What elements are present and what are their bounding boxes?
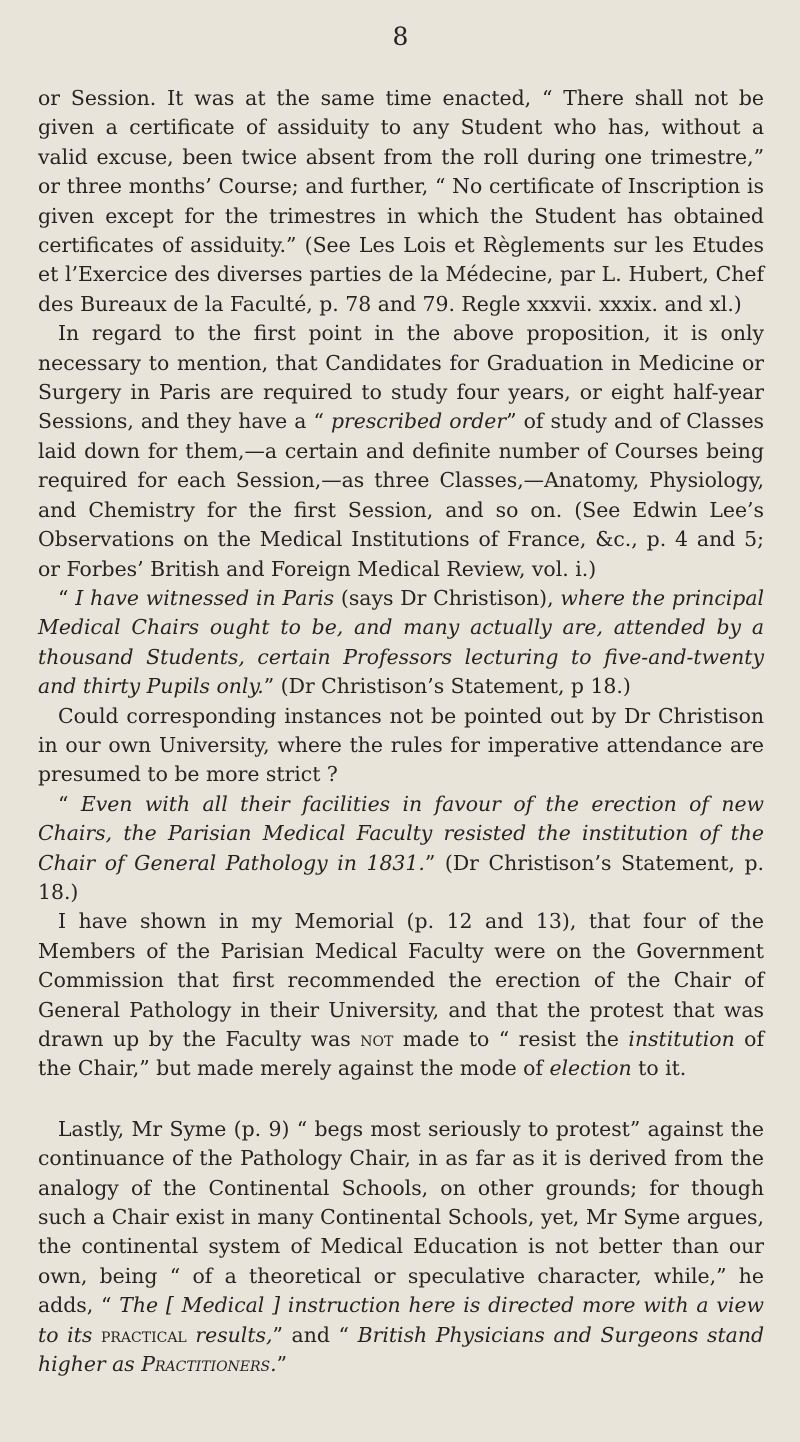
small-caps-text: not bbox=[360, 1027, 394, 1051]
text-run: of the Chair,” but made merely against the mode of bbox=[38, 1027, 764, 1081]
paragraph bbox=[38, 584, 764, 702]
italic-text: Even with all their facilities in favour of the erection of new Chairs, the Parisian Medical Faculty resisted the institution of the Chair of General Pathology in 1831. bbox=[38, 791, 765, 875]
paragraph bbox=[38, 84, 764, 319]
italic-text: British Physicians and Surgeons stand higher as bbox=[38, 1322, 764, 1377]
body-text bbox=[38, 84, 764, 1379]
text-run: Lastly, Mr Syme (p. 9) “ begs most seriously to protest” against the continuance of the Pathology Chair, in as far as it is derived from the analogy of the Continental Schools, on other grounds; for though such a Chair exist in many Continental Schools, yet, Mr Syme argues, the continental system of Medical Education is not better than our own, being “ of a theoretical or speculative character, while,” he adds, “ bbox=[38, 1116, 764, 1318]
italic-text: where the principal Medical Chairs ought to be, and many actually are, attended by a thousand Students, certain Professors lecturing to five-and-twenty and thirty Pupils only. bbox=[38, 585, 764, 699]
text-run: In regard to the first point in the above proposition, it is only necessary to mention, that Candidates for Graduation in Medicine or Surgery in Paris are required to study four years, or eight half-year Sessions, and they have a “ bbox=[38, 321, 764, 434]
italic-text: institution bbox=[628, 1027, 735, 1051]
text-run: “ bbox=[58, 585, 76, 610]
small-caps-text: practical bbox=[100, 1322, 187, 1347]
italic-text: results, bbox=[195, 1322, 273, 1347]
text-run: ” (Dr Christison’s Statement, p 18.) bbox=[263, 674, 631, 699]
paragraph bbox=[38, 702, 764, 790]
text-run: ” and “ bbox=[272, 1322, 358, 1347]
text-run: ” of study and of Classes laid down for them,—a certain and definite number of Courses being required for each Session,—as three Classes,—Anatomy, Physiology, and Chemistry for the first Session, and so on. (See Edwin Lee’s Observations on the Medical Institutions of France, &c., p. 4 and 5; or Forbes’ British and Foreign Medical Review, vol. i.) bbox=[38, 409, 764, 581]
small-caps-italic-text: Practitioners. bbox=[141, 1352, 277, 1377]
page-number: 8 bbox=[392, 22, 410, 51]
text-run: to it. bbox=[631, 1056, 687, 1081]
paragraph bbox=[38, 1115, 764, 1380]
italic-text: election bbox=[549, 1056, 632, 1081]
paragraph bbox=[38, 319, 764, 584]
text-run: I have shown in my Memorial (p. 12 and 13), that four of the Members of the Parisian Medical Faculty were on the Government Commission that first recommended the erection of the Chair of General Pathology in their University, and that the protest that was drawn up by the Faculty was bbox=[38, 909, 764, 1051]
text-run: ” bbox=[276, 1352, 288, 1377]
text-run: (says Dr Christison), bbox=[334, 585, 561, 610]
italic-text: The [ Medical ] instruction here is directed more with a view to its bbox=[38, 1293, 764, 1347]
text-run: Could corresponding instances not be pointed out by Dr Christison in our own University, where the rules for imperative attendance are presumed to be more strict ? bbox=[38, 703, 764, 787]
paragraph bbox=[38, 790, 764, 908]
text-run: “ bbox=[58, 791, 81, 816]
paragraph bbox=[38, 907, 764, 1083]
italic-text: prescribed order bbox=[330, 409, 507, 434]
text-run: or Session. It was at the same time enacted, “ There shall not be given a certificate of assiduity to any Student who has, without a valid excuse, been twice absent from the roll during one trimestre,” or three months’ Course; and further, “ No certificate of Inscription is given except for the trimestres in which the Student has obtained certificates of assiduity.” (See Les Lois et Règlements sur les Etudes et l’Exercice des diverses parties de la Médecine, par L. Hubert, Chef des Bureaux de la Faculté, p. 78 and 79. Regle xxxvii. xxxix. and xl.) bbox=[38, 86, 764, 316]
text-run: made to “ resist the bbox=[393, 1027, 629, 1051]
italic-text: I have witnessed in Paris bbox=[75, 585, 335, 610]
text-run: ” (Dr Christison’s Statement, p. 18.) bbox=[38, 850, 764, 904]
